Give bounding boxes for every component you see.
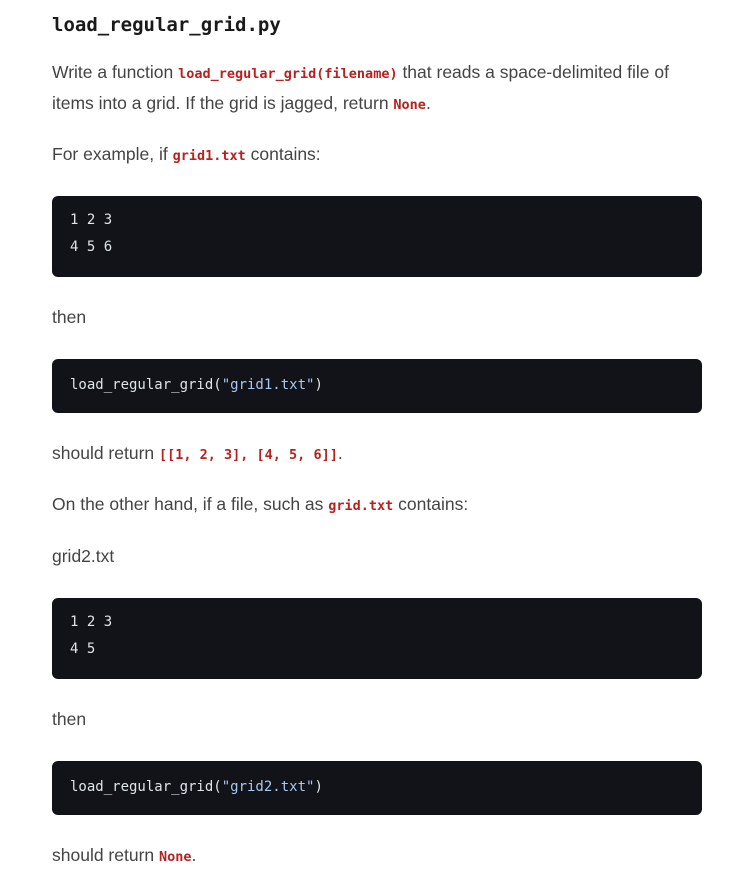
grid1-filename-code: grid1.txt (172, 148, 246, 164)
result1-text-2: . (337, 443, 343, 463)
then-text: then (52, 709, 87, 729)
close-paren: ) (314, 377, 323, 393)
example2-paragraph (52, 490, 712, 521)
example2-text-1: On the other hand, if a file, such as (52, 494, 329, 514)
function-call: load_regular_grid( (70, 779, 222, 795)
intro-text-2: that reads a space-delimited file of items into a grid. If the grid is jagged, return (52, 62, 669, 113)
code-line (70, 372, 684, 399)
result2-text-1: should return (52, 845, 160, 865)
code-line: 4 5 (70, 641, 96, 657)
grid1-contents-codeblock (52, 196, 702, 277)
intro-paragraph (52, 58, 712, 120)
example1-text-1: For example, if (52, 144, 173, 164)
result1-code: [[1, 2, 3], [4, 5, 6]] (159, 447, 338, 463)
result2-text-2: . (191, 845, 197, 865)
example1-paragraph (52, 140, 712, 171)
page-title: load_regular_grid.py (52, 14, 281, 36)
intro-text-3: . (425, 93, 431, 113)
string-argument: "grid1.txt" (221, 377, 315, 393)
file2-label: grid2.txt (52, 546, 115, 566)
code-line: 1 2 3 (70, 614, 113, 630)
result1-paragraph (52, 439, 712, 470)
then-text: then (52, 307, 87, 327)
code-line: 1 2 3 (70, 212, 113, 228)
function-call: load_regular_grid( (70, 377, 222, 393)
code-line (70, 774, 684, 801)
intro-text-1: Write a function (52, 62, 179, 82)
close-paren: ) (314, 779, 323, 795)
call1-codeblock (52, 359, 702, 413)
result2-paragraph (52, 841, 712, 872)
function-signature-code: load_regular_grid(filename) (178, 66, 398, 82)
example2-text-2: contains: (393, 494, 469, 514)
grid-filename-code: grid.txt (328, 498, 394, 514)
grid2-contents-codeblock (52, 598, 702, 679)
code-line: 4 5 6 (70, 239, 113, 255)
string-argument: "grid2.txt" (221, 779, 315, 795)
result2-code: None (159, 849, 192, 865)
example1-text-2: contains: (245, 144, 321, 164)
none-code: None (393, 97, 426, 113)
result1-text-1: should return (52, 443, 160, 463)
call2-codeblock (52, 761, 702, 815)
